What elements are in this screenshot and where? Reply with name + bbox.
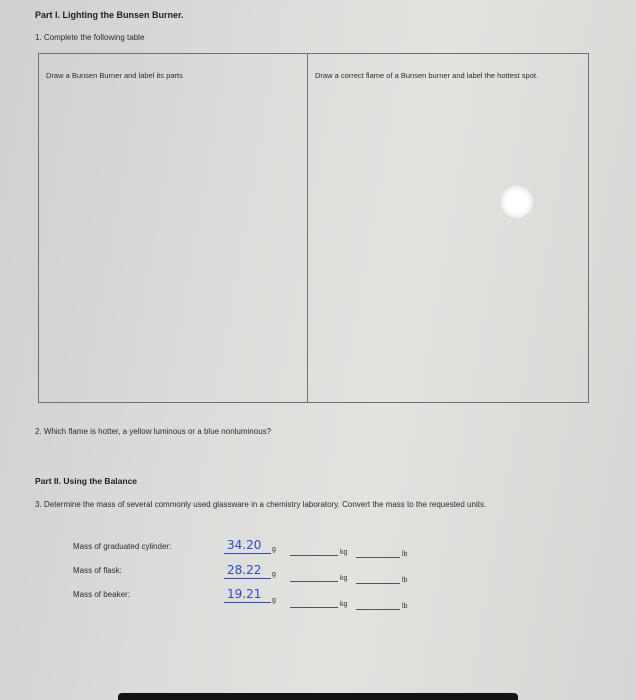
light-glare — [501, 186, 533, 218]
part1-title: Part I. Lighting the Bunsen Burner. — [35, 10, 184, 20]
unit-g: g — [272, 597, 276, 604]
lb-blank[interactable] — [356, 609, 400, 610]
table-cell-burner-text: Draw a Bunsen Burner and label its parts — [46, 71, 183, 80]
handwritten-value-cylinder: 34.20 — [227, 538, 262, 552]
handwritten-value-beaker: 19.21 — [227, 587, 262, 601]
question-3: 3. Determine the mass of several commonly used glassware in a chemistry laboratory. Convert the mass to the requested units. — [35, 500, 487, 509]
lb-blank[interactable] — [356, 583, 400, 584]
question-2: 2. Which flame is hotter, a yellow luminous or a blue nonluminous? — [35, 427, 272, 436]
unit-kg: kg — [340, 601, 348, 608]
device-bezel-bar — [118, 693, 518, 700]
table-cell-flame-text: Draw a correct flame of a Bunsen burner and label the hottest spot. — [315, 71, 539, 80]
handwritten-value-flask: 28.22 — [227, 563, 262, 577]
kg-blank[interactable] — [290, 555, 338, 556]
table-cell-flame — [308, 54, 588, 402]
row-label-cylinder: Mass of graduated cylinder: — [73, 542, 172, 551]
kg-blank[interactable] — [290, 607, 338, 608]
unit-lb: lb — [402, 603, 408, 610]
value-underline — [224, 553, 271, 554]
table-cell-burner — [39, 54, 308, 402]
unit-lb: lb — [402, 551, 408, 558]
unit-kg: kg — [340, 575, 348, 582]
unit-g: g — [272, 571, 276, 578]
question-1: 1. Complete the following table — [35, 33, 145, 42]
part2-title: Part II. Using the Balance — [35, 476, 138, 486]
value-underline — [224, 602, 271, 603]
drawing-table — [38, 53, 589, 403]
unit-kg: kg — [340, 549, 348, 556]
row-label-beaker: Mass of beaker: — [73, 590, 130, 599]
value-underline — [224, 578, 271, 579]
unit-lb: lb — [402, 577, 408, 584]
row-label-flask: Mass of flask: — [73, 566, 122, 575]
unit-g: g — [272, 546, 276, 553]
lb-blank[interactable] — [356, 557, 400, 558]
kg-blank[interactable] — [290, 581, 338, 582]
